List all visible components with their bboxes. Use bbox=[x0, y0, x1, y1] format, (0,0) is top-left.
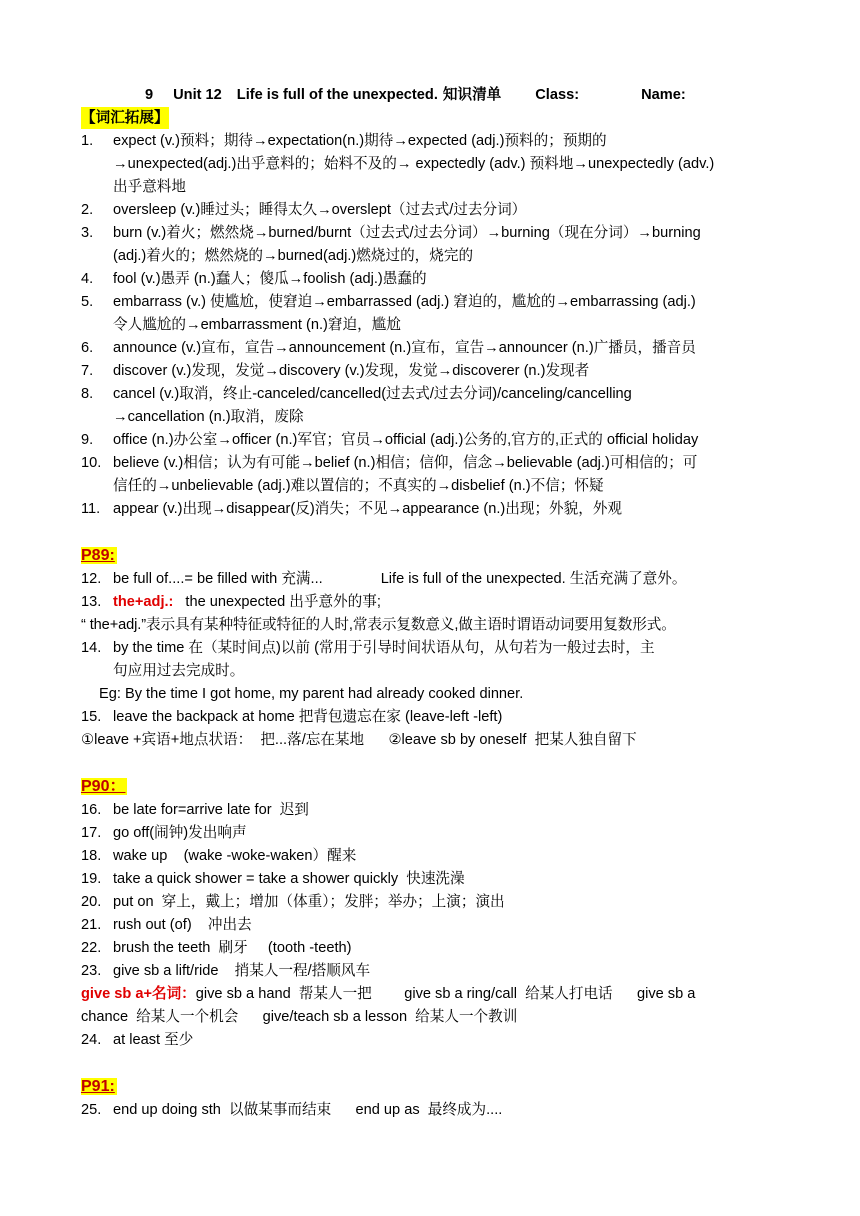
grammar-highlight: the+adj.: bbox=[113, 594, 174, 610]
sub-usage: ①leave +宾语+地点状语： 把...落/忘在某地 ②leave sb by oneself 把某人独自留下 bbox=[81, 732, 637, 748]
list-item: 17. go off(闹钟)发出响声 bbox=[81, 825, 247, 841]
name-label: Name: bbox=[641, 87, 686, 103]
list-item: 12. be full of....= be filled with 充满... Life is full of the unexpected. 生活充满了意外。 bbox=[81, 571, 687, 587]
vocab-item: 9. office (n.)办公室→officer (n.)军官；官员→official (adj.)公务的,官方的,正式的 official holiday bbox=[81, 432, 699, 448]
list-item: 21. rush out (of) 冲出去 bbox=[81, 917, 252, 933]
list-item: 18. wake up (wake -woke-waken）醒来 bbox=[81, 848, 357, 864]
title-subtitle: 知识清单 bbox=[442, 87, 502, 103]
vocab-item: 1. expect (v.)预料；期待→expectation(n.)期待→expected (adj.)预料的；预期的 →unexpected(adj.)出乎意料的；始料不及的→ expectedly (adv.) 预料地→unexpectedly (adv.) 出乎意料地 bbox=[81, 133, 715, 195]
list-item: 14. by the time 在（某时间点)以前 (常用于引导时间状语从句，从句若为一般过去时，主 句应用过去完成时。 bbox=[81, 640, 655, 679]
example-sentence: Eg: By the time I got home, my parent had already cooked dinner. bbox=[99, 686, 524, 702]
list-item: 22. brush the teeth 刷牙 (tooth -teeth) bbox=[81, 940, 352, 956]
vocab-item: 2. oversleep (v.)睡过头；睡得太久→overslept（过去式/过去分词） bbox=[81, 202, 527, 218]
vocab-item: 5. embarrass (v.) 使尴尬，使窘迫→embarrassed (adj.) 窘迫的，尴尬的→embarrassing (adj.) 令人尴尬的→embarrassment (n.)窘迫，尴尬 bbox=[81, 294, 696, 333]
vocab-banner: 【词汇拓展】 bbox=[81, 107, 169, 129]
list-item: 24. at least 至少 bbox=[81, 1032, 194, 1048]
list-item: 20. put on 穿上，戴上；增加（体重）；发胖；举办；上演；演出 bbox=[81, 894, 505, 910]
give-phrases: give sb a+名词：give sb a hand 帮某人一把 give sb a ring/call 给某人打电话 give sb a chance 给某人一个机会 give/teach sb a lesson 给某人一个教训 bbox=[81, 986, 696, 1025]
title-number: 9 bbox=[145, 87, 154, 103]
p90-list bbox=[81, 799, 801, 983]
list-item: 13. the+adj.: the unexpected 出乎意外的事; bbox=[81, 594, 381, 610]
vocab-item: 11. appear (v.)出现→disappear(反)消失；不见→appearance (n.)出现；外貌，外观 bbox=[81, 501, 623, 517]
list-item: 25. end up doing sth 以做某事而结束 end up as 最终成为.... bbox=[81, 1102, 503, 1118]
list-item: 15. leave the backpack at home 把背包遗忘在家 (leave-left -left) bbox=[81, 709, 503, 725]
vocab-item: 7. discover (v.)发现，发觉→discovery (v.)发现，发觉→discoverer (n.)发现者 bbox=[81, 363, 590, 379]
vocab-item: 4. fool (v.)愚弄 (n.)蠢人；傻瓜→foolish (adj.)愚蠢的 bbox=[81, 271, 427, 287]
vocab-item: 8. cancel (v.)取消，终止-canceled/cancelled(过去式/过去分词)/canceling/cancelling →cancellation (n.)取消，废除 bbox=[81, 386, 632, 425]
list-item: 16. be late for=arrive late for 迟到 bbox=[81, 802, 309, 818]
vocab-list bbox=[81, 130, 801, 521]
class-label: Class: bbox=[535, 87, 580, 103]
page-title bbox=[81, 84, 801, 107]
section-p91: P91: bbox=[81, 1078, 115, 1095]
title-unit: Unit 12 bbox=[173, 87, 222, 103]
title-topic: Life is full of the unexpected. bbox=[236, 87, 438, 103]
list-item: 23. give sb a lift/ride 捎某人一程/搭顺风车 bbox=[81, 963, 371, 979]
grammar-highlight: give sb a+名词： bbox=[81, 986, 196, 1002]
section-p89: P89: bbox=[81, 547, 115, 564]
grammar-note: “ the+adj.”表示具有某种特征或特征的人时,常表示复数意义,做主语时谓语动词要用复数形式。 bbox=[81, 617, 676, 633]
section-p90: P90： bbox=[81, 778, 126, 795]
list-item: 19. take a quick shower = take a shower quickly 快速洗澡 bbox=[81, 871, 465, 887]
vocab-item: 6. announce (v.)宣布，宣告→announcement (n.)宣布，宣告→announcer (n.)广播员，播音员 bbox=[81, 340, 696, 356]
vocab-item: 10. believe (v.)相信；认为有可能→belief (n.)相信；信仰，信念→believable (adj.)可相信的；可 信任的→unbelievable (adj.)难以置信的；不真实的→disbelief (n.)不信；怀疑 bbox=[81, 455, 698, 494]
document-page bbox=[81, 84, 801, 1122]
vocab-item: 3. burn (v.)着火；燃然烧→burned/burnt（过去式/过去分词）→burning（现在分词）→burning (adj.)着火的；燃然烧的→burned(adj.)燃烧过的，烧完的 bbox=[81, 225, 701, 264]
